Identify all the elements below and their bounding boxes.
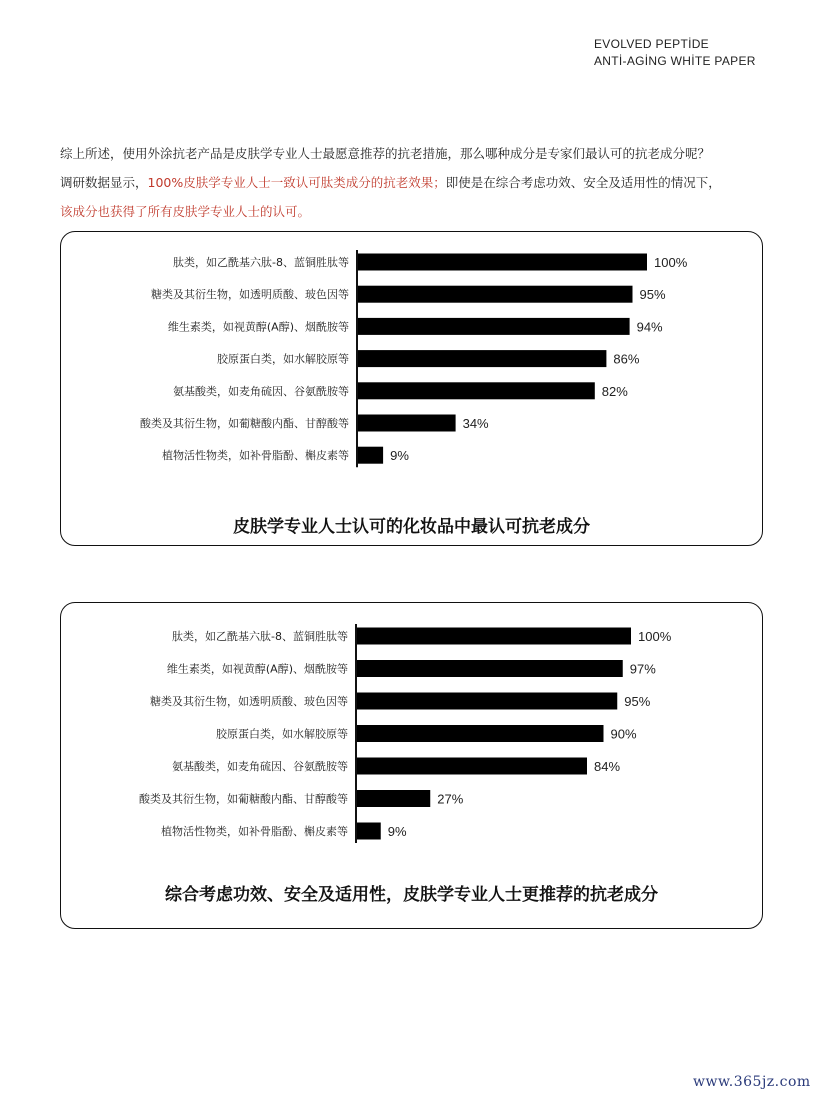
bar	[357, 415, 456, 432]
bar	[356, 660, 623, 677]
category-label: 糖类及其衍生物，如透明质酸、玻色因等	[151, 288, 349, 302]
bar	[356, 758, 587, 775]
bar	[357, 382, 595, 399]
bar	[356, 725, 604, 742]
data-label: 9%	[387, 824, 407, 839]
intro-line-2-highlight: 100%皮肤学专业人士一致认可肽类成分的抗老效果；	[147, 175, 446, 190]
category-label: 酸类及其衍生物，如葡糖酸内酯、甘醇酸等	[139, 792, 348, 806]
category-label: 胶原蛋白类，如水解胶原等	[217, 352, 349, 366]
data-label: 84%	[594, 759, 621, 774]
bar	[356, 823, 381, 840]
data-label: 97%	[629, 661, 656, 677]
data-label: 90%	[610, 726, 637, 742]
data-label: 95%	[639, 287, 666, 303]
bar	[357, 254, 647, 271]
data-label: 27%	[437, 791, 464, 807]
category-label: 酸类及其衍生物，如葡糖酸内酯、甘醇酸等	[140, 417, 349, 430]
bar-chart-recommended	[61, 603, 761, 858]
data-label: 82%	[601, 383, 628, 399]
category-label: 维生素类，如视黄醇(A醇)、烟酰胺等	[167, 320, 349, 334]
document-header	[594, 36, 756, 70]
data-label: 94%	[636, 319, 663, 335]
bar	[357, 318, 630, 335]
intro-line-1: 综上所述，使用外涂抗老产品是皮肤学专业人士最愿意推荐的抗老措施，那么哪种成分是专家们最认可的抗老成分呢？	[60, 146, 711, 161]
chart-card-most-recognized	[60, 231, 763, 546]
bar	[356, 693, 617, 710]
category-label: 植物活性物类，如补骨脂酚、槲皮素等	[162, 449, 349, 463]
chart-title: 综合考虑功效、安全及适用性，皮肤学专业人士更推荐的抗老成分	[165, 885, 658, 905]
category-label: 氨基酸类，如麦角硫因、谷氨酰胺等	[173, 384, 349, 398]
intro-line-3-highlight: 该成分也获得了所有皮肤学专业人士的认可。	[60, 204, 311, 219]
category-label: 胶原蛋白类，如水解胶原等	[216, 727, 348, 741]
bar	[357, 447, 383, 464]
bar	[356, 790, 430, 807]
intro-line-2-suffix: 即使是在综合考虑功效、安全及适用性的情况下，	[445, 175, 721, 190]
intro-line-2	[60, 168, 760, 197]
intro-line-2-prefix: 调研数据显示，	[60, 175, 148, 190]
data-label: 9%	[390, 448, 409, 464]
category-label: 糖类及其衍生物，如透明质酸、玻色因等	[150, 695, 348, 708]
data-label: 100%	[654, 255, 688, 270]
bar	[357, 286, 633, 303]
intro-paragraph	[60, 139, 760, 226]
bar	[357, 350, 606, 367]
category-label: 氨基酸类，如麦角硫因、谷氨酰胺等	[172, 760, 348, 773]
category-label: 植物活性物类，如补骨脂酚、槲皮素等	[161, 825, 348, 838]
bar	[356, 628, 631, 645]
category-label: 维生素类，如视黄醇(A醇)、烟酰胺等	[166, 662, 348, 676]
category-label: 肽类，如乙酰基六肽-8、蓝铜胜肽等	[173, 256, 349, 269]
category-label: 肽类，如乙酰基六肽-8、蓝铜胜肽等	[172, 630, 348, 643]
bar-chart-most-recognized	[61, 232, 761, 482]
watermark: www.365jz.com	[693, 1074, 811, 1090]
data-label: 100%	[638, 629, 672, 644]
data-label: 95%	[624, 694, 651, 709]
data-label: 86%	[613, 351, 640, 367]
chart-card-recommended	[60, 602, 763, 929]
header-line-1: EVOLVED PEPTİDE	[594, 37, 709, 51]
header-line-2: ANTİ-AGİNG WHİTE PAPER	[594, 54, 756, 68]
chart-title: 皮肤学专业人士认可的化妆品中最认可抗老成分	[233, 517, 590, 537]
data-label: 34%	[462, 416, 489, 431]
